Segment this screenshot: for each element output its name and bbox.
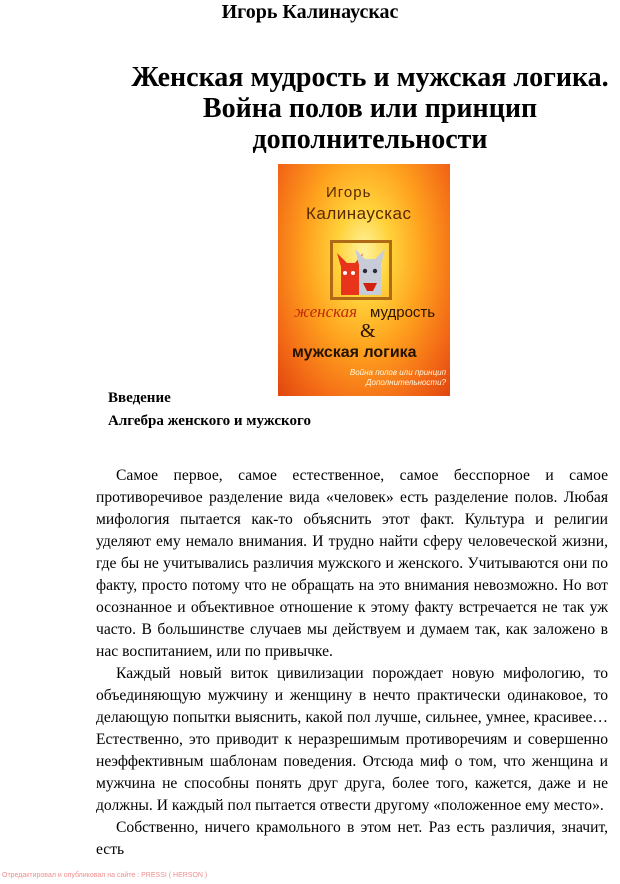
cover-subtitle: Война полов или принцип Дополнительности? <box>349 368 446 387</box>
body-text <box>96 465 608 861</box>
paragraph: Каждый новый виток цивилизации порождает новую мифологию, то объединяющую мужчину и женщину в нечто практически одинаковое, то делающую попытки выяснить, какой пол лучше, сильнее, умнее, красивее… Естественно, это приводит к неразрешимым противоречиям и совершенно неэффективным шаблонам поведения. Отсюда миф о том, что женщина и мужчина не способны понять друг друга, более того, кажется, даже и не должны. И каждый пол пытается отвести другому «положенное ему место». <box>96 665 608 814</box>
cover-author-first: Игорь <box>326 184 372 201</box>
cover-picture-frame <box>330 240 392 300</box>
author-name: Игорь Калинаускас <box>221 1 399 23</box>
cover-ampersand: & <box>360 320 376 342</box>
cover-word-women: женская <box>294 302 358 321</box>
cover-author-last: Калинаускас <box>306 204 412 223</box>
book-title <box>110 62 620 155</box>
paragraph: Собственно, ничего крамольного в этом нет. Раз есть различия, значит, есть <box>96 819 608 858</box>
cover-word-logic: мужская логика <box>292 344 417 361</box>
footer-note: Отредактировал и опубликовал на сайте : PRESSI ( HERSON ) <box>2 872 208 879</box>
title-line: Война полов или принцип <box>202 93 538 124</box>
title-line: дополнительности <box>252 124 488 155</box>
cats-illustration-icon <box>333 243 389 297</box>
cover-word-wisdom: мудрость <box>370 304 436 321</box>
heading-section: Алгебра женского и мужского <box>108 413 311 429</box>
book-cover-image <box>278 164 450 396</box>
title-line: Женская мудрость и мужская логика. <box>131 62 609 93</box>
paragraph: Самое первое, самое естественное, самое бесспорное и самое противоречивое разделение вида «человек» есть разделение полов. Любая мифология пытается как-то объяснить этот факт. Культура и религии уделяют ему немало внимания. И трудно найти сферу человеческой жизни, где бы не учитывались различия мужского и женского. Учитываются они по факту, просто потому что не обращать на это внимания невозможно. Но вот осознанное и объективное отношение к этому факту встречается не так уж часто. В большинстве случаев мы действуем и думаем так, как заложено в нас воспитанием, или по привычке. <box>96 467 608 660</box>
heading-introduction: Введение <box>108 390 171 406</box>
